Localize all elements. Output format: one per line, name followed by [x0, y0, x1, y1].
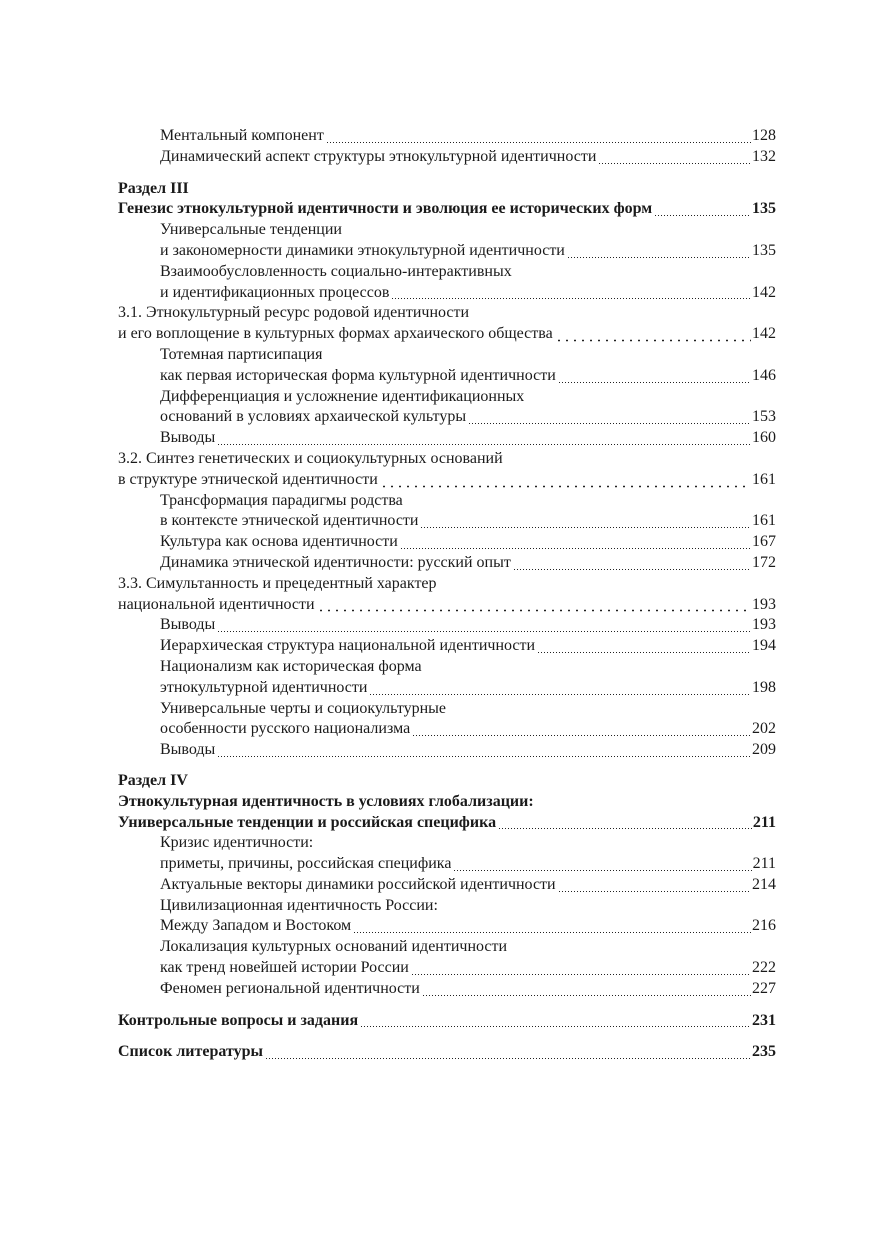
toc-entry[interactable] [118, 147, 776, 168]
toc-entry[interactable] [118, 366, 776, 387]
page-number: 202 [752, 720, 776, 738]
page-number: 161 [752, 512, 776, 530]
dot-leader [468, 409, 751, 425]
dot-leader [567, 243, 751, 259]
toc-entry-title: оснований в условиях архаической культуры [160, 408, 467, 426]
toc-entry-title: Контрольные вопросы и задания [118, 1011, 359, 1029]
dot-leader [598, 149, 751, 165]
subsection-title-text: и его воплощение в культурных формах архаического общества [118, 325, 553, 343]
dot-leader [391, 284, 751, 300]
page-number: 222 [752, 959, 776, 977]
page-number: 142 [752, 283, 776, 301]
toc-entry[interactable] [118, 532, 776, 553]
page-number: 128 [752, 127, 776, 144]
toc-entry[interactable] [118, 958, 776, 979]
toc-entry-title: Между Западом и Востоком [160, 917, 352, 935]
dot-leader [558, 877, 751, 893]
dot-leader [217, 742, 751, 758]
toc-entry[interactable] [118, 740, 776, 761]
subsection-title-text: в структуре этнической идентичности [118, 470, 378, 488]
page-number: 193 [752, 595, 776, 613]
toc-entry-title: приметы, причины, российская специфика [160, 855, 452, 873]
dot-leader [369, 680, 751, 696]
page-number: 214 [752, 875, 776, 893]
page-number: 198 [752, 678, 776, 696]
subsection-title-line1[interactable]: 3.1. Этнокультурный ресурс родовой идентичности [118, 304, 470, 322]
subsection-title[interactable] [118, 470, 776, 491]
dot-leader [498, 814, 752, 830]
toc-entry[interactable] [118, 553, 776, 574]
page-number: 209 [752, 741, 776, 759]
toc-entry[interactable] [118, 636, 776, 657]
subsection-title-text: национальной идентичности [118, 595, 315, 613]
page-number: 216 [752, 917, 776, 935]
toc-entry[interactable] [118, 719, 776, 740]
toc-entry-title: Актуальные векторы динамики российской идентичности [160, 875, 556, 893]
toc-entry[interactable] [118, 283, 776, 304]
toc-entry-line1[interactable]: Локализация культурных оснований идентичности [160, 938, 508, 956]
dot-leader [555, 326, 751, 342]
page-number: 132 [752, 147, 776, 165]
subsection-title-line1[interactable]: 3.3. Симультанность и прецедентный характер [118, 574, 437, 592]
subsection-title[interactable] [118, 595, 776, 616]
dot-leader [353, 918, 751, 934]
dot-leader [217, 617, 751, 633]
toc-entry-line1[interactable]: Универсальные черты и социокультурные [160, 699, 447, 717]
section-label: Раздел III [118, 179, 189, 197]
toc-entry-title: и идентификационных процессов [160, 283, 390, 301]
toc-entry-title: как тренд новейшей истории России [160, 959, 409, 977]
toc-entry-line1[interactable]: Тотемная партисипация [160, 345, 323, 363]
toc-entry-title: Культура как основа идентичности [160, 533, 398, 551]
dot-leader [420, 513, 751, 529]
page-number: 211 [752, 855, 776, 873]
dot-leader [537, 638, 751, 654]
page-number: 167 [752, 533, 776, 551]
toc-entry-title: Ментальный компонент [160, 127, 324, 144]
toc-entry-title: и закономерности динамики этнокультурной идентичности [160, 241, 565, 259]
page-number: 211 [752, 813, 776, 831]
toc-entry-line1[interactable]: Кризис идентичности: [160, 834, 314, 852]
toc-entry[interactable] [118, 916, 776, 937]
section-title-text: Универсальные тенденции и российская специфика [118, 813, 497, 831]
toc-entry-line1[interactable]: Дифференциация и усложнение идентификационных [160, 387, 525, 405]
dot-leader [422, 981, 751, 997]
dot-leader [326, 128, 751, 144]
section-title[interactable] [118, 199, 776, 220]
page-number: 142 [752, 325, 776, 343]
page-number: 160 [752, 429, 776, 447]
subsection-title[interactable] [118, 324, 776, 345]
toc-entry-title: особенности русского национализма [160, 720, 411, 738]
toc-entry-questions[interactable] [118, 1011, 776, 1032]
page-number: 231 [752, 1011, 776, 1029]
page-number: 235 [752, 1043, 776, 1061]
table-of-contents [118, 126, 776, 1063]
dot-leader [558, 368, 751, 384]
toc-entry[interactable] [118, 854, 776, 875]
dot-leader [217, 430, 751, 446]
dot-leader [513, 555, 751, 571]
section-title[interactable] [118, 813, 776, 834]
page-number: 172 [752, 553, 776, 571]
page-number: 135 [752, 200, 776, 218]
toc-entry-title: Выводы [160, 741, 216, 759]
dot-leader [453, 856, 751, 872]
toc-entry-title: Динамика этнической идентичности: русский опыт [160, 553, 511, 571]
toc-entry-title: этнокультурной идентичности [160, 678, 368, 696]
section-title-text: Генезис этнокультурной идентичности и эволюция ее исторических форм [118, 200, 653, 218]
subsection-title-line1[interactable]: 3.2. Синтез генетических и социокультурных оснований [118, 449, 503, 467]
page-number: 193 [752, 616, 776, 634]
dot-leader [411, 960, 751, 976]
toc-entry-title: Феномен региональной идентичности [160, 979, 420, 997]
page-number: 153 [752, 408, 776, 426]
toc-entry[interactable] [118, 615, 776, 636]
toc-entry[interactable] [118, 407, 776, 428]
dot-leader [380, 472, 751, 488]
toc-entry-title: как первая историческая форма культурной идентичности [160, 366, 556, 384]
toc-entry-title: в контексте этнической идентичности [160, 512, 419, 530]
page-number: 161 [752, 470, 776, 488]
toc-entry[interactable] [118, 126, 776, 147]
toc-entry-references[interactable] [118, 1042, 776, 1063]
dot-leader [412, 721, 751, 737]
toc-entry-title: Иерархическая структура национальной идентичности [160, 637, 536, 655]
toc-entry[interactable] [118, 511, 776, 532]
toc-entry[interactable] [118, 428, 776, 449]
dot-leader [265, 1044, 751, 1060]
toc-entry-title: Динамический аспект структуры этнокультурной идентичности [160, 147, 597, 165]
toc-entry-line1[interactable]: Трансформация парадигмы родства [160, 491, 403, 509]
toc-entry[interactable] [118, 875, 776, 896]
dot-leader [400, 534, 751, 550]
dot-leader [360, 1012, 751, 1028]
toc-entry-title: Список литературы [118, 1043, 263, 1061]
toc-entry[interactable] [118, 678, 776, 699]
dot-leader [654, 201, 751, 217]
page-number: 135 [752, 241, 776, 259]
section-title-line1[interactable]: Этнокультурная идентичность в условиях глобализации: [118, 792, 534, 810]
toc-entry-title: Выводы [160, 616, 216, 634]
toc-entry[interactable] [118, 241, 776, 262]
toc-entry-line1[interactable]: Универсальные тенденции [160, 221, 342, 239]
section-label: Раздел IV [118, 771, 188, 789]
toc-entry-line1[interactable]: Взаимообусловленность социально-интерактивных [160, 262, 512, 280]
toc-entry-title: Выводы [160, 429, 216, 447]
toc-entry-line1[interactable]: Цивилизационная идентичность России: [160, 896, 438, 914]
toc-entry-line1[interactable]: Национализм как историческая форма [160, 657, 422, 675]
toc-entry[interactable] [118, 979, 776, 1000]
page-number: 146 [752, 366, 776, 384]
page-number: 194 [752, 637, 776, 655]
page-number: 227 [752, 979, 776, 997]
dot-leader [317, 596, 751, 612]
